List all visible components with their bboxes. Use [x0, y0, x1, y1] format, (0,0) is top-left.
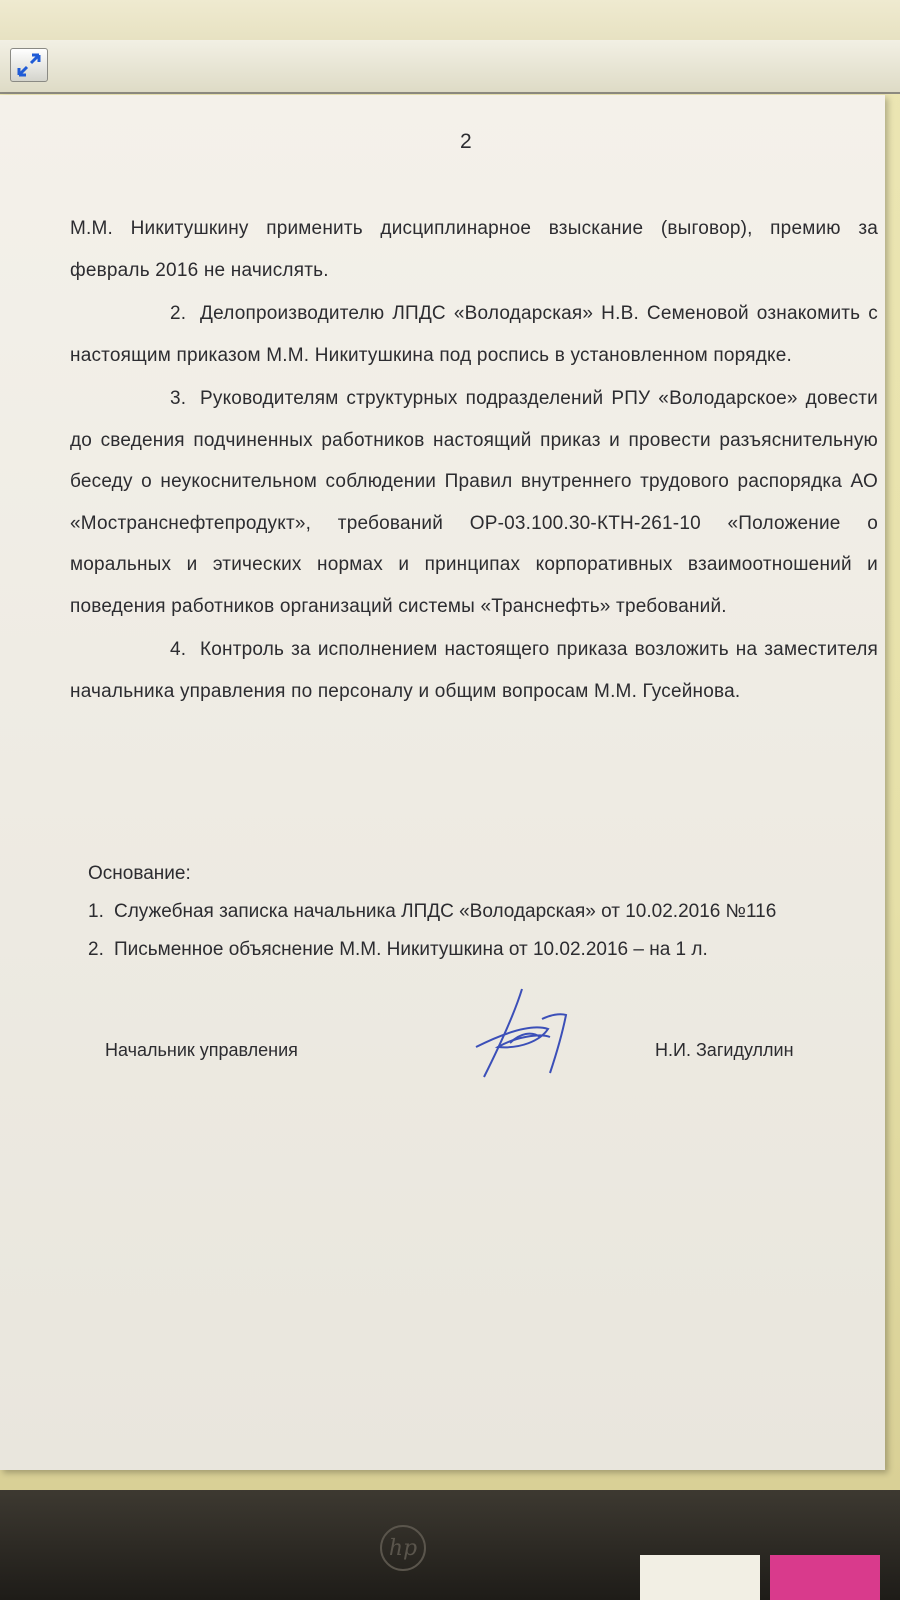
- expand-button[interactable]: [10, 48, 48, 82]
- basis-item-text: Письменное объяснение М.М. Никитушкина от 10.02.2016 – на 1 л.: [114, 939, 708, 960]
- window-top-strip: [0, 0, 900, 40]
- sticky-note: [770, 1555, 880, 1600]
- paragraph-2-number: 2.: [170, 303, 187, 324]
- signer-position: Начальник управления: [105, 1040, 298, 1060]
- basis-item-number: 1.: [88, 901, 104, 922]
- paragraph-4-number: 4.: [170, 639, 187, 660]
- paragraph-4: [70, 629, 878, 712]
- viewer-toolbar: [0, 40, 900, 94]
- basis-title: Основание:: [88, 863, 191, 884]
- signer-name: Н.И. Загидуллин: [655, 1040, 794, 1060]
- paragraph-3-number: 3.: [170, 388, 187, 409]
- document-body: [70, 208, 878, 712]
- basis-section: [88, 855, 868, 969]
- basis-item-number: 2.: [88, 939, 104, 960]
- paragraph-1-continuation: М.М. Никитушкину применить дисциплинарное взыскание (выговор), премию за февраль 2016 не начислять.: [70, 218, 878, 281]
- monitor-bezel: [0, 1490, 900, 1600]
- basis-item-text: Служебная записка начальника ЛПДС «Володарская» от 10.02.2016 №116: [114, 901, 777, 922]
- paragraph-2: [70, 293, 878, 376]
- paragraph-3-text: Руководителям структурных подразделений РПУ «Володарское» довести до сведения подчиненных работников настоящий приказ и провести разъяснительную беседу о неукоснительном соблюдении Правил внутреннего трудового распорядка АО «Мостранснефтепродукт», требований ОР-03.100.30-КТН-261-10 «Положение о моральных и этических нормах и принципах корпоративных взаимоотношений и поведения работников организаций системы «Транснефть» требований.: [70, 388, 878, 617]
- paragraph-3: [70, 378, 878, 627]
- basis-item: [88, 893, 868, 931]
- monitor-logo: hp: [380, 1525, 426, 1571]
- paragraph-4-text: Контроль за исполнением настоящего приказа возложить на заместителя начальника управления по персоналу и общим вопросам М.М. Гусейнова.: [70, 639, 878, 702]
- paragraph-2-text: Делопроизводителю ЛПДС «Володарская» Н.В. Семеновой ознакомить с настоящим приказом М.М. Никитушкина под роспись в установленном порядке.: [70, 303, 878, 366]
- page-number: 2: [460, 130, 472, 153]
- handwritten-signature: [470, 985, 580, 1085]
- basis-item: [88, 931, 868, 969]
- expand-arrows-icon: [16, 52, 42, 78]
- paper-note: [640, 1555, 760, 1600]
